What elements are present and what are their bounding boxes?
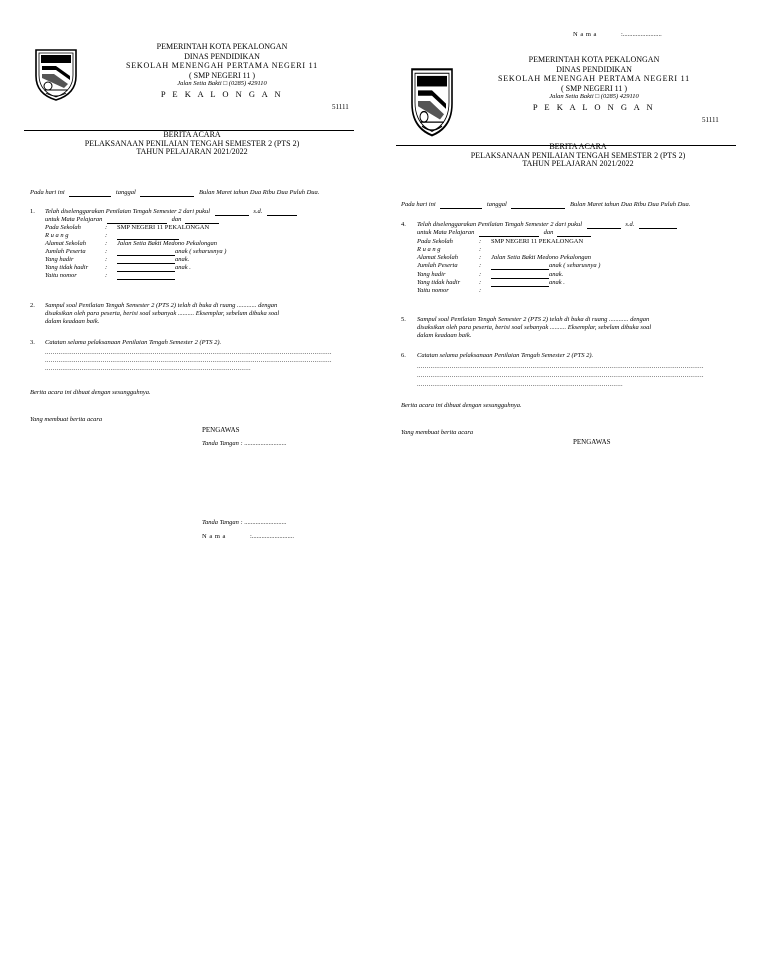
time-start-blank[interactable] [587, 228, 621, 229]
field-tidak-hadir: Yang tidak hadir : anak . [417, 279, 565, 286]
item-3-line: Catatan selama pelaksanaan Penilaian Tengah Semester 2 (PTS 2). [45, 339, 222, 346]
intro-line: Pada hari ini tanggal Bulan Maret tahun Dua Ribu Dua Puluh Dua. [30, 189, 320, 196]
nama-line: N a m a :.......................... [202, 533, 295, 540]
notes-dots-1[interactable]: ..................................................................................................................................................... [45, 349, 332, 356]
item-2-line-1: Sampul soal Penilaian Tengah Semester 2 (PTS 2) telah di buka di ruang ............ dengan [45, 302, 278, 309]
closing-statement: Berita acara ini dibuat dengan sesungguhnya. [30, 389, 151, 396]
item-2-number: 2. [30, 302, 35, 309]
item-5-line-2: disaksikan oleh para peserta, berisi soal sebanyak .......... Eksemplar, sebelum dibuka soal [417, 324, 652, 331]
time-end-blank[interactable] [267, 215, 297, 216]
field-alamat: Alamat Sekolah : Jalan Setia Bakti Medono Pekalongan [45, 240, 218, 247]
title-line-1: BERITA ACARA [163, 130, 221, 139]
subject2-blank[interactable] [557, 236, 591, 237]
header-line-1: PEMERINTAH KOTA PEKALONGAN [156, 42, 288, 51]
nomor-blank[interactable] [117, 272, 175, 280]
jumlah-blank[interactable] [491, 262, 549, 270]
school-header: PEMERINTAH KOTA PEKALONGAN DINAS PENDIDIKAN SEKOLAH MENENGAH PERTAMA NEGERI 11 ( SMP NEGERI 11 ) Jalan Setia Bakti □ (0285) 429110 P E K A L O N G A N [497, 55, 690, 112]
hadir-blank[interactable] [491, 271, 549, 279]
maker-label: Yang membuat berita acara [30, 416, 103, 423]
item-5-line-3: dalam keadaan baik. [417, 332, 472, 339]
signature-line-1[interactable]: Tanda Tangan : .......................... [202, 440, 287, 447]
field-sekolah: Pada Sekolah : SMP NEGERI 11 PEKALONGAN [45, 224, 210, 231]
item-4-number: 4. [401, 221, 406, 228]
field-ruang: R u a n g : [417, 246, 482, 253]
date-blank[interactable] [140, 196, 194, 197]
document-title [0, 131, 384, 157]
header-line-3: SEKOLAH MENENGAH PERTAMA NEGERI 11 [125, 61, 318, 70]
title-line-2: PELAKSANAAN PENILAIAN TENGAH SEMESTER 2 (PTS 2) [84, 138, 300, 148]
field-alamat: Alamat Sekolah : Jalan Setia Bakti Medono Pekalongan [417, 254, 592, 261]
page-right [384, 0, 768, 978]
tidak-hadir-blank[interactable] [117, 264, 175, 272]
item-3-number: 3. [30, 339, 35, 346]
ruang-blank[interactable] [117, 232, 179, 240]
field-hadir: Yang hadir : anak. [417, 271, 564, 278]
tidak-hadir-blank[interactable] [491, 279, 549, 287]
signature-line-2[interactable]: Tanda Tangan : .......................... [202, 519, 287, 526]
field-jumlah: Jumlah Peserta : anak ( seharusnya ) [45, 248, 227, 255]
top-nama-value[interactable]: :........................ [621, 31, 662, 38]
item-4-line: Telah diselenggarakan Penilaian Tengah Semester 2 dari pukul s.d. [417, 221, 677, 229]
hadir-blank[interactable] [117, 256, 175, 264]
postal-code: 51111 [332, 103, 349, 111]
date-blank[interactable] [511, 208, 565, 209]
time-end-blank[interactable] [639, 228, 677, 229]
day-blank[interactable] [69, 196, 111, 197]
item-2-line-3: dalam keadaan baik. [45, 318, 100, 325]
top-nama-line: N a m a :........................ [573, 31, 662, 38]
notes-dots-3[interactable]: ........................................................................................................... [45, 365, 251, 372]
header-line-4: ( SMP NEGERI 11 ) [188, 70, 256, 80]
subject-blank[interactable] [479, 236, 539, 237]
item-2-line-2: disaksikan oleh para peserta, berisi soal sebanyak .......... Eksemplar, sebelum dibuka soal [45, 310, 280, 317]
pengawas-label: PENGAWAS [573, 438, 611, 446]
notes-dots-3[interactable]: ........................................................................................................... [417, 381, 623, 388]
closing-statement: Berita acara ini dibuat dengan sesungguhnya. [401, 402, 522, 409]
item-1-line: Telah diselenggarakan Penilaian Tengah Semester 2 dari pukul s.d. [45, 208, 297, 216]
school-header [30, 42, 414, 100]
pengawas-label: PENGAWAS [202, 426, 240, 434]
title-line-3: TAHUN PELAJARAN 2021/2022 [136, 147, 248, 156]
header-city: P E K A L O N G A N [160, 89, 284, 99]
day-blank[interactable] [440, 208, 482, 209]
field-ruang: R u a n g : [45, 232, 68, 240]
field-nomor: Yaitu nomor : [417, 287, 482, 294]
field-tidak-hadir: Yang tidak hadir : anak . [45, 264, 191, 271]
item-6-number: 6. [401, 352, 406, 359]
item-5-number: 5. [401, 316, 406, 323]
field-nomor: Yaitu nomor : [45, 272, 77, 280]
item-1-subject-line: untuk Mata Pelajaran dan [45, 216, 219, 224]
field-sekolah: Pada Sekolah : SMP NEGERI 11 PEKALONGAN [417, 238, 584, 245]
header-line-2: DINAS PENDIDIKAN [184, 51, 260, 61]
field-hadir: Yang hadir : anak. [45, 256, 190, 263]
item-1-number: 1. [30, 208, 35, 215]
notes-dots-2[interactable]: ..................................................................................................................................................... [417, 372, 704, 379]
maker-label: Yang membuat berita acara [401, 429, 474, 436]
header-line-5: Jalan Setia Bakti □ (0285) 429110 [177, 80, 267, 87]
item-5-line-1: Sampul soal Penilaian Tengah Semester 2 (PTS 2) telah di buka di ruang ............ dengan [417, 316, 650, 323]
item-6-line: Catatan selama pelaksanaan Penilaian Tengah Semester 2 (PTS 2). [417, 352, 594, 359]
nama-value[interactable]: :.......................... [250, 533, 295, 540]
intro-line: Pada hari ini tanggal Bulan Maret tahun Dua Ribu Dua Puluh Dua. [401, 201, 691, 208]
notes-dots-2[interactable]: ..................................................................................................................................................... [45, 357, 332, 364]
item-4-subject-line: untuk Mata Pelajaran dan [417, 229, 591, 237]
document-title: BERITA ACARA PELAKSANAAN PENILAIAN TENGAH SEMESTER 2 (PTS 2) TAHUN PELAJARAN 2021/2022 [470, 142, 686, 168]
field-jumlah: Jumlah Peserta : anak ( seharusnya ) [417, 262, 601, 269]
postal-code: 51111 [702, 116, 719, 124]
jumlah-blank[interactable] [117, 248, 175, 256]
notes-dots-1[interactable]: ..................................................................................................................................................... [417, 363, 704, 370]
time-start-blank[interactable] [215, 215, 249, 216]
